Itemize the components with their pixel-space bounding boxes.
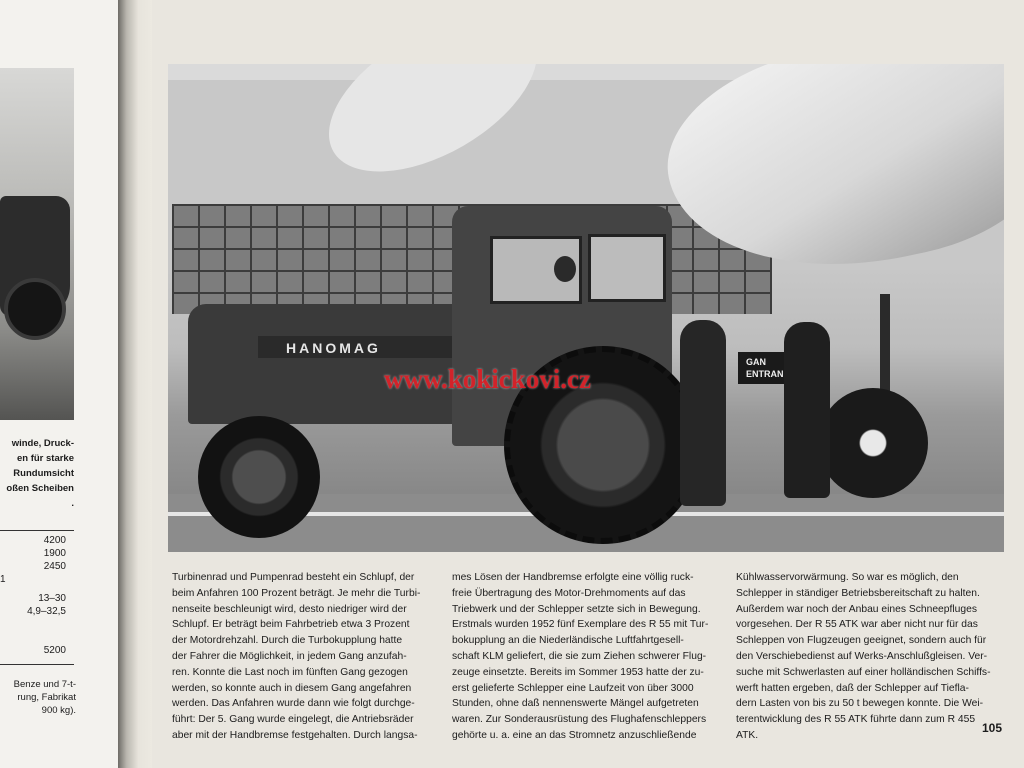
cab-rear-window xyxy=(588,234,666,302)
text-line: Erstmals wurden 1952 fünf Exemplare des R 55 mit Tur- xyxy=(452,619,709,631)
text-line: gehörte u. a. eine an das Stromnetz anzuschließende xyxy=(452,729,697,741)
text-line: werft hatten ergeben, daß der Schlepper auf Tiefla- xyxy=(736,682,969,694)
left-page-footnote xyxy=(6,678,76,717)
spec-table-rule-bottom xyxy=(0,664,74,665)
text-line: terentwicklung des R 55 ATK führte dann zum R 455 xyxy=(736,714,976,726)
driver-figure xyxy=(554,256,576,282)
text-line: waren. Zur Sonderausrüstung des Flughafenschleppers xyxy=(452,714,707,726)
text-line: werden, so konnte auch in diesem Gang angefahren xyxy=(172,682,412,694)
text-line: Kühlwasservorwärmung. So war es möglich, den xyxy=(736,572,959,583)
left-page-caption xyxy=(6,436,74,511)
text-line: Schlupf. Er beträgt beim Fahrbetrieb etwa 3 Prozent xyxy=(172,619,410,631)
text-line: Schlepper in ständiger Betriebsbereitschaft zu halten. xyxy=(736,587,980,599)
spec-value: 5200 xyxy=(43,645,66,656)
text-line: nenseite beschleunigt wird, desto niedriger wird der xyxy=(172,603,407,615)
spec-value xyxy=(0,618,66,644)
text-line: ATK. xyxy=(736,729,759,741)
footnote-line: 900 kg). xyxy=(41,705,76,716)
text-line: dern Lasten von bis zu 50 t bewegen konnte. Die Wei- xyxy=(736,698,984,710)
left-page-edge xyxy=(0,0,122,768)
text-column-2 xyxy=(452,570,722,744)
spec-value: 1 xyxy=(0,574,6,585)
text-line: zeuge einsetzte. Bereits im Sommer 1953 hatte der zu- xyxy=(452,666,704,678)
worker-figure xyxy=(784,322,830,498)
main-photo xyxy=(168,64,1004,552)
text-line: den Verschiebedienst auf Werks-Anschlußgleisen. Ver- xyxy=(736,650,988,662)
text-line: Stunden, ohne daß nennenswerte Mängel aufgetreten xyxy=(452,698,699,710)
spec-value: 1900 xyxy=(43,548,66,559)
text-line: mes Lösen der Handbremse erfolgte eine völlig ruck- xyxy=(452,572,694,583)
worker-figure xyxy=(680,320,726,506)
left-photo-wheel xyxy=(4,278,66,340)
book-gutter xyxy=(118,0,152,768)
text-column-3 xyxy=(736,570,1010,744)
text-line: Außerdem war noch der Anbau eines Schneepfluges xyxy=(736,603,977,615)
text-line: der Motordrehzahl. Durch die Turbokupplung hatte xyxy=(172,635,403,647)
text-line: freie Übertragung des Motor-Drehmoments auf das xyxy=(452,587,686,599)
text-line: schaft KLM geliefert, die sie zum Ziehen schwerer Flug- xyxy=(452,650,707,662)
text-line: der Fahrer die Möglichkeit, in jedem Gang anzufah- xyxy=(172,650,407,662)
spec-value: 4200 xyxy=(43,535,66,546)
left-caption-line: . xyxy=(71,498,74,509)
text-line: Turbinenrad und Pumpenrad besteht ein Schlupf, der xyxy=(172,572,415,583)
tractor-front-wheel xyxy=(198,416,320,538)
text-column-1 xyxy=(172,570,440,744)
text-line: vorgesehen. Der R 55 ATK war aber nicht nur für das xyxy=(736,619,978,631)
text-line: werden. Das Anfahren wurde dann wie folgt durchge- xyxy=(172,698,415,710)
left-caption-line: Rundumsicht xyxy=(13,468,74,479)
hanomag-hood-label: HANOMAG xyxy=(286,340,381,356)
left-caption-line: oßen Scheiben xyxy=(6,483,74,494)
footnote-line: rung, Fabrikat xyxy=(17,692,76,703)
entrance-sign-text xyxy=(746,356,784,380)
text-line: aber mit der Handbremse festgehalten. Durch langsa- xyxy=(172,729,418,741)
left-caption-line: winde, Druck- xyxy=(11,438,74,449)
spec-value: 4,9–32,5 xyxy=(27,606,66,617)
spec-table-rule-top xyxy=(0,530,74,531)
text-line: Schleppen von Flugzeugen geeignet, sondern auch für xyxy=(736,635,987,647)
sign-line: GAN xyxy=(746,357,766,367)
text-line: erst gelieferte Schlepper eine Laufzeit von über 3000 xyxy=(452,682,694,694)
text-line: bokupplung an die Niederländische Luftfahrtgesell- xyxy=(452,635,684,647)
text-line: Triebwerk und der Schlepper setzte sich in Bewegung. xyxy=(452,603,701,615)
left-page-photo xyxy=(0,68,74,420)
footnote-line: Benze und 7-t- xyxy=(13,679,76,690)
spec-table xyxy=(0,534,66,657)
watermark: www.kokickovi.cz xyxy=(384,364,592,394)
text-line: führt: Der 5. Gang wurde eingelegt, die Antriebsräder xyxy=(172,714,414,726)
landing-gear-wheel xyxy=(818,388,928,498)
text-line: beim Anfahren 100 Prozent beträgt. Je mehr die Turbi- xyxy=(172,587,421,599)
spec-value: 13–30 xyxy=(38,593,66,604)
sign-line: ENTRAN xyxy=(746,369,784,379)
page-number: 105 xyxy=(982,721,1003,735)
text-line: suche mit Schwerlasten auf einer holländischen Schiffs- xyxy=(736,666,991,678)
left-caption-line: en für starke xyxy=(16,453,74,464)
spec-value: 2450 xyxy=(43,561,66,572)
text-line: ren. Konnte die Last noch im fünften Gang gezogen xyxy=(172,666,408,678)
